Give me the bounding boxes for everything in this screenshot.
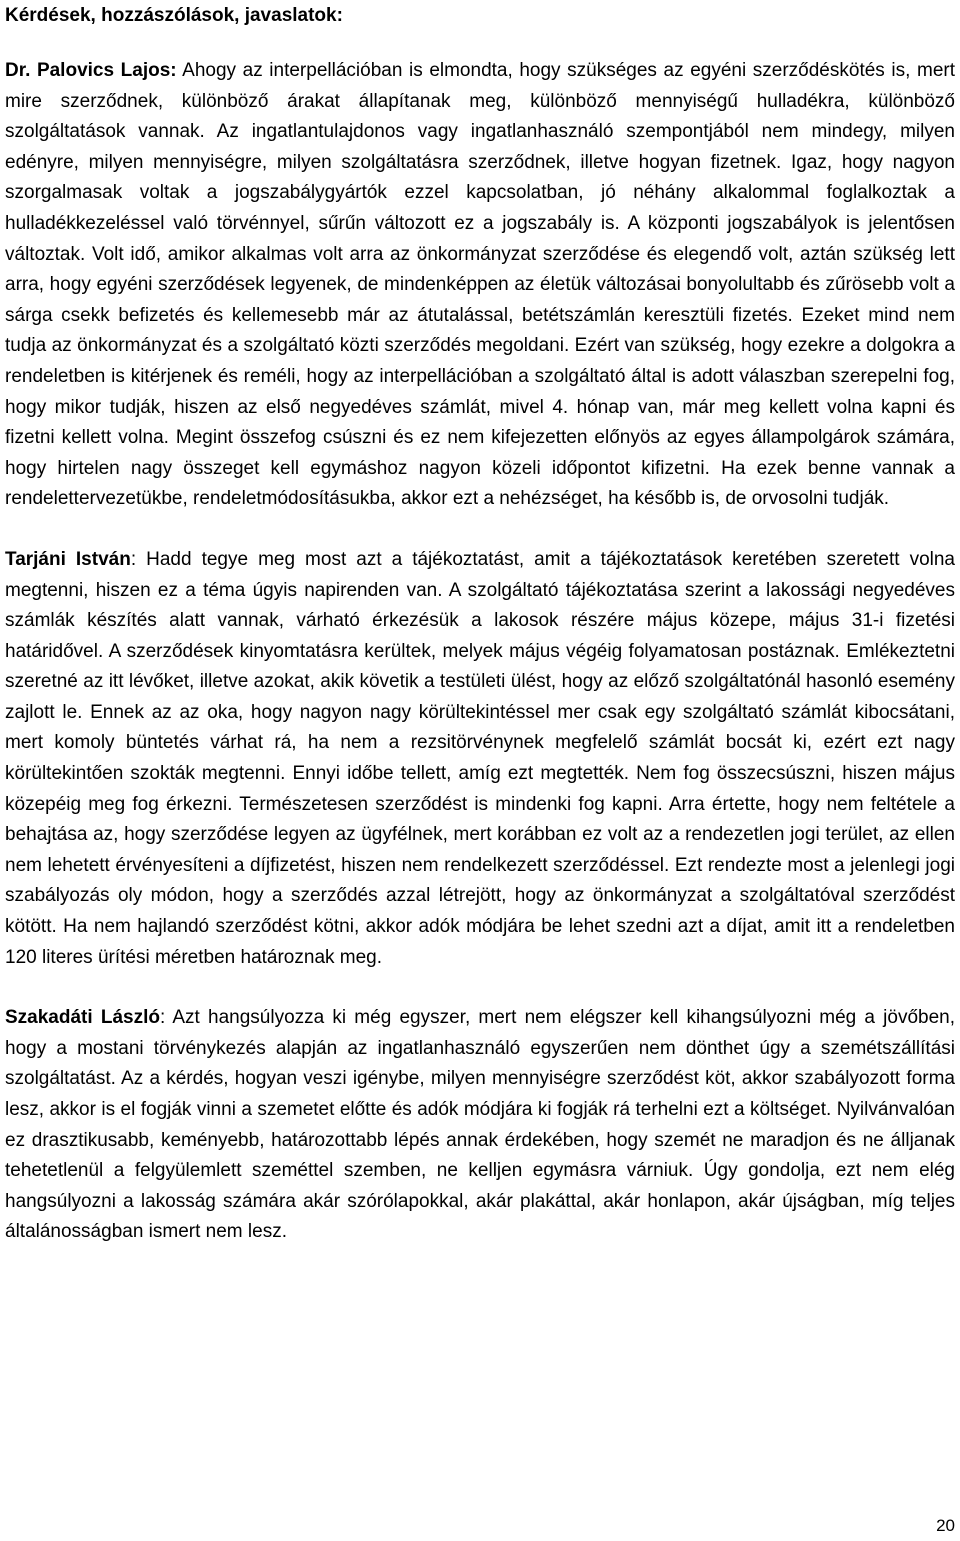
paragraph-text: : Hadd tegye meg most azt a tájékoztatást, amit a tájékoztatások keretében szeretett volna megtenni, hiszen ez a téma úgyis napirenden van. A szolgáltató tájékoztatása szerint a lakossági negyedéves számlák készítés alatt vannak, várható érkezésük a lakosok részére május közepe, május 31-i fizetési határidővel. A szerződések kinyomtatásra kerültek, melyek május végéig folyamatosan postáznak. Emlékeztetni szeretné az itt lévőket, illetve azokat, akik követik a testületi ülést, hogy az előző szolgáltatónál hasonló esemény zajlott le. Ennek az az oka, hogy nagyon nagy körültekintéssel mer csak egy szolgáltató számlát kibocsátani, mert komoly büntetés várhat rá, ha nem a rezsitörvénynek megfelelő számlát bocsát ki, ezért ezt nagy körültekintően szokták megtenni. Ennyi időbe tellett, amíg ezt megtették. Nem fog összecsúszni, hiszen május közepéig meg fog érkezni. Természetesen szerződést is mindenki fog kapni. Arra értette, hogy nem feltétele a behajtása az, hogy szerződése legyen az ügyfélnek, mert korábban ez volt az a rendezetlen jogi terület, az ellen nem lehetett érvényesíteni a díjfizetést, hiszen nem rendelkezett szerződéssel. Ezt rendezte most a jelenlegi jogi szabályozás oly módon, hogy a szerződés azzal létrejött, hogy az önkormányzat a szolgáltatóval szerződést kötött. Ha nem hajlandó szerződést kötni, akkor adók módjára be lehet szedni azt a díjat, amit itt a rendeletben 120 literes ürítési méretben határoznak meg. — [5, 548, 955, 968]
speaker-name: Dr. Palovics Lajos: — [5, 60, 177, 81]
paragraph-text: Ahogy az interpellációban is elmondta, hogy szükséges az egyéni szerződéskötés is, mert mire szerződnek, különböző árakat állapítanak meg, különböző mennyiségű hulladékra, különböző szolgáltatások vannak. Az ingatlantulajdonos vagy ingatlanhasználó szempontjából nem mindegy, milyen edényre, milyen mennyiségre, milyen szolgáltatásra szerződnek, illetve hogyan fizetnek. Igaz, hogy nagyon szorgalmasak voltak a jogszabálygyártók ezzel kapcsolatban, jó néhány alkalommal foglalkoztak a hulladékkezeléssel való törvénnyel, sűrűn változott ez a jogszabály is. A központi jogszabályok is jelentősen változtak. Volt idő, amikor alkalmas volt arra az önkormányzat szerződése és elegendő volt, aztán szükség lett arra, hogy egyéni szerződések legyenek, de mindenképpen az életük változásai bonyolultabb és zűrösebb volt a sárga csekk befizetés és kellemesebb már az átutalással, betétszámlán keresztüli fizetés. Ezeket mind nem tudja az önkormányzat és a szolgáltató közti szerződés megoldani. Ezért van szükség, hogy ezekre a dolgokra a rendeletben is kitérjenek és reméli, hogy az interpellációban a szolgáltató által is adott válaszban szerepelni fog, hogy mikor tudják, hiszen az első negyedéves számlát, mivel 4. hónap van, már meg kellett volna kapni és fizetni kellett volna. Megint összefog csúszni és ez nem kifejezetten előnyös az egyes állampolgárok számára, hogy hirtelen nagy összeget kell egymáshoz nagyon közeli időpontot kifizetni. Ha ezek benne vannak a rendelettervezetükbe, rendeletmódosításukba, akkor ezt a nehézséget, ha később is, de orvosolni tudják. — [5, 60, 955, 510]
document-page — [5, 0, 955, 1248]
section-heading: Kérdések, hozzászólások, javaslatok: — [5, 5, 343, 26]
paragraph-tarjani — [5, 545, 955, 973]
paragraph-szakadati — [5, 1003, 955, 1248]
page-number: 20 — [936, 1516, 955, 1535]
paragraph-palovics — [5, 56, 955, 515]
speaker-name: Tarjáni István — [5, 548, 131, 570]
paragraph-text: : Azt hangsúlyozza ki még egyszer, mert nem elégszer kell kihangsúlyozni még a jövőben, hogy a mostani törvénykezés alapján az ingatlanhasználó egyszerűen nem dönthet úgy a szemétszállítási szolgáltatást. Az a kérdés, hogyan veszi igénybe, milyen mennyiségre szerződést köt, akkor szabályozott forma lesz, akkor is el fogják vinni a szemetet előtte és adók módjára ki fogják rá terhelni ezt a költséget. Nyilvánvalóan ez drasztikusabb, keményebb, határozottabb lépés annak érdekében, hogy szemét ne maradjon és ne álljanak tehetetlenül a felgyülemlett szeméttel szemben, ne kelljen egymásra várniuk. Úgy gondolja, ezt nem elég hangsúlyozni a lakosság számára akár szórólapokkal, akár plakáttal, akár honlapon, akár újságban, míg teljes általánosságban ismert nem lesz. — [5, 1007, 955, 1243]
speaker-name: Szakadáti László — [5, 1007, 160, 1029]
